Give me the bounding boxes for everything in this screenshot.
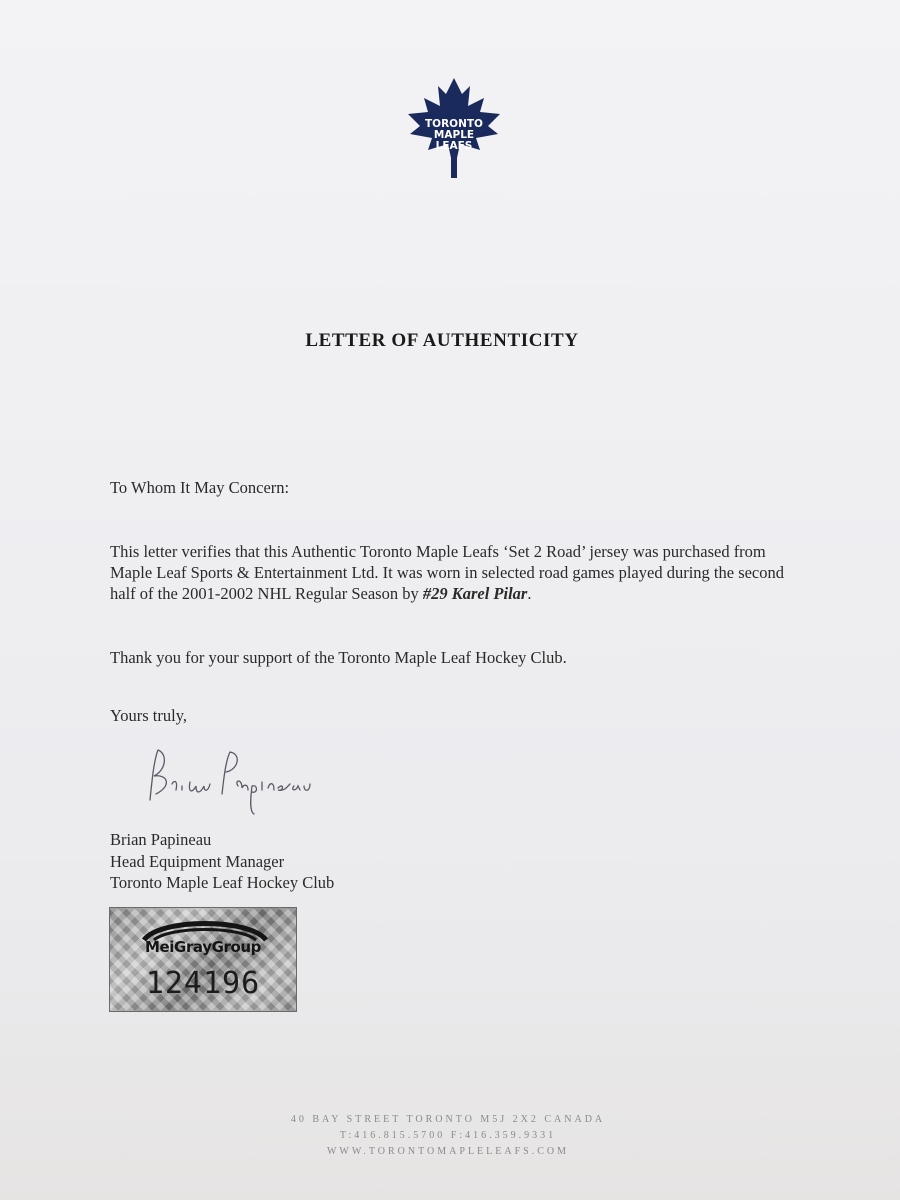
authenticity-hologram <box>109 907 297 1012</box>
hologram-serial: 124196 <box>145 966 261 1001</box>
salutation: To Whom It May Concern: <box>110 478 290 497</box>
body-end: . <box>527 584 532 603</box>
footer-phone: T:416.815.5700 F:416.359.9331 <box>339 1130 557 1141</box>
logo-line-1: TORONTO <box>425 118 483 130</box>
player-name: #29 Karel Pilar <box>422 584 528 603</box>
footer-web: WWW.TORONTOMAPLELEAFS.COM <box>326 1146 570 1157</box>
maple-leafs-logo <box>404 76 504 180</box>
logo-line-2: MAPLE <box>433 129 475 141</box>
signer-org: Toronto Maple Leaf Hockey Club <box>110 873 335 892</box>
hologram-brand: MeiGrayGroup <box>144 938 262 956</box>
signature <box>138 740 318 818</box>
closing: Yours truly, <box>110 706 188 725</box>
signer-block <box>110 829 334 894</box>
letter-title: LETTER OF AUTHENTICITY <box>305 330 579 351</box>
signer-title: Head Equipment Manager <box>110 851 285 871</box>
logo-line-3: LEAFS <box>435 140 473 152</box>
footer-address: 40 BAY STREET TORONTO M5J 2X2 CANADA <box>290 1114 606 1125</box>
signer-name: Brian Papineau <box>110 830 212 849</box>
thanks-line: Thank you for your support of the Toronto Maple Leaf Hockey Club. <box>110 648 567 667</box>
body-text: This letter verifies that this Authentic Toronto Maple Leafs ‘Set 2 Road’ jersey was purchased from Maple Leaf Sports & Entertainment Ltd. It was worn in selected road games played during the second half of the 2001-2002 NHL Regular Season by <box>110 542 785 603</box>
letter-body <box>110 541 790 604</box>
letterhead-footer <box>0 1112 896 1160</box>
